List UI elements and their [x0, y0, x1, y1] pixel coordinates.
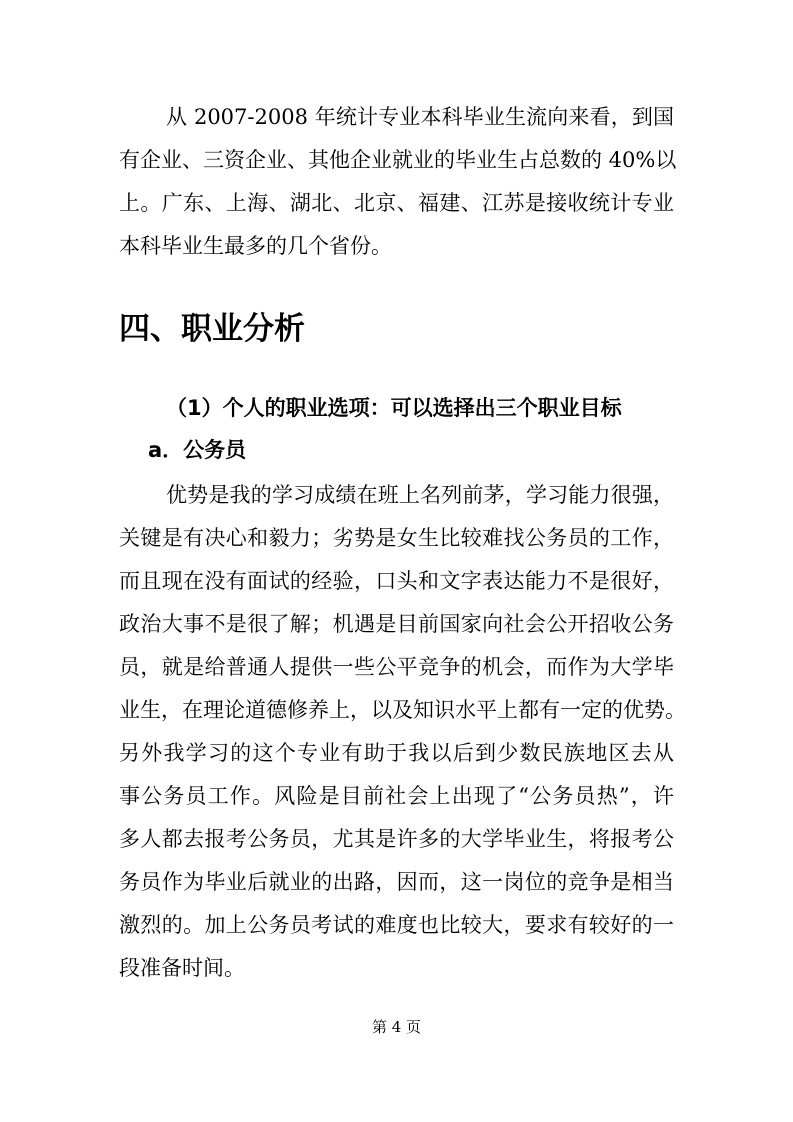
- analysis-paragraph-line: 多人都去报考公务员，尤其是许多的大学毕业生，将报考公: [119, 827, 674, 851]
- analysis-paragraph-line: 段准备时间。: [119, 956, 245, 980]
- item-heading: a．公务员: [148, 438, 247, 462]
- analysis-paragraph-line: 激烈的。加上公务员考试的难度也比较大，要求有较好的一: [119, 913, 674, 937]
- page-number-footer: 第 4 页: [371, 1018, 422, 1036]
- analysis-paragraph-line: 事公务员工作。风险是目前社会上出现了“公务员热”，许: [119, 784, 674, 808]
- analysis-paragraph-line: 另外我学习的这个专业有助于我以后到少数民族地区去从: [119, 741, 674, 765]
- analysis-paragraph-line: 员，就是给普通人提供一些公平竞争的机会，而作为大学毕: [119, 655, 674, 679]
- analysis-paragraph-line: 而且现在没有面试的经验，口头和文字表达能力不是很好，: [119, 569, 674, 593]
- section-heading: 四、职业分析: [119, 311, 305, 347]
- analysis-paragraph-line: 业生，在理论道德修养上，以及知识水平上都有一定的优势。: [119, 698, 686, 722]
- analysis-paragraph-line: 关键是有决心和毅力；劣势是女生比较难找公务员的工作，: [119, 526, 674, 550]
- analysis-paragraph-line: 务员作为毕业后就业的出路，因而，这一岗位的竞争是相当: [119, 870, 674, 894]
- analysis-paragraph-line: 政治大事不是很了解；机遇是目前国家向社会公开招收公务: [119, 612, 674, 636]
- intro-paragraph-line: 有企业、三资企业、其他企业就业的毕业生占总数的 40%以: [119, 148, 677, 172]
- subsection-heading: （1）个人的职业选项：可以选择出三个职业目标: [166, 396, 622, 420]
- intro-paragraph-line: 上。广东、上海、湖北、北京、福建、江苏是接收统计专业: [119, 191, 674, 215]
- intro-paragraph-line: 从 2007-2008 年统计专业本科毕业生流向来看，到国: [166, 105, 674, 129]
- intro-paragraph-line: 本科毕业生最多的几个省份。: [119, 234, 392, 258]
- analysis-paragraph-line: 优势是我的学习成绩在班上名列前茅，学习能力很强，: [166, 483, 674, 507]
